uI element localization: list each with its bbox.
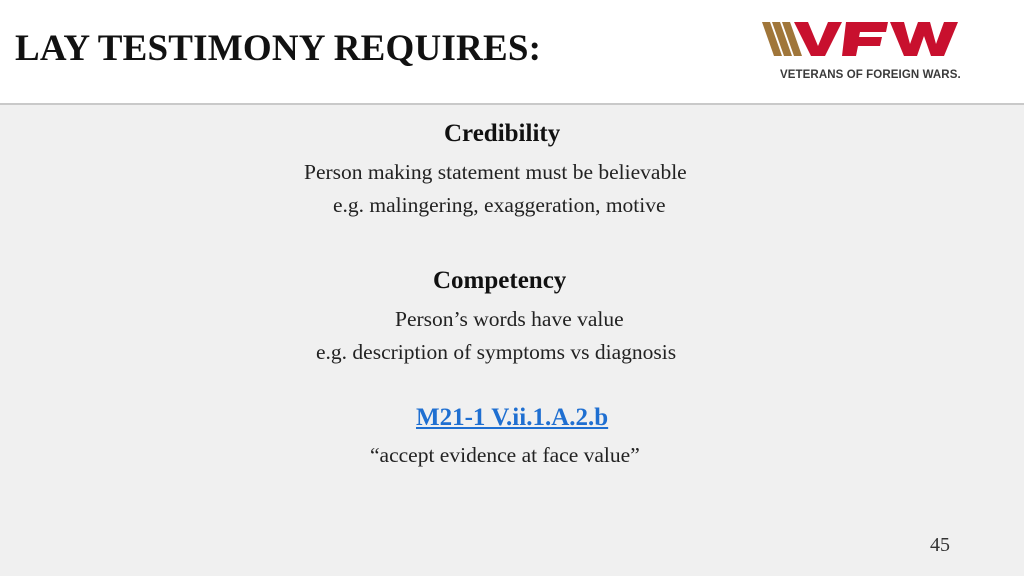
vfw-logo — [760, 18, 985, 88]
page-number: 45 — [930, 534, 950, 556]
credibility-line-1: Person making statement must be believable — [304, 160, 687, 184]
competency-line-1: Person’s words have value — [395, 307, 624, 331]
competency-line-2: e.g. description of symptoms vs diagnosis — [316, 340, 677, 364]
credibility-heading: Credibility — [444, 120, 561, 147]
slide-body — [0, 105, 1024, 576]
competency-heading: Competency — [433, 267, 567, 294]
vfw-logo-mark — [760, 18, 985, 68]
reference-quote: “accept evidence at face value” — [370, 443, 640, 467]
vfw-logo-caption: VETERANS OF FOREIGN WARS. — [780, 69, 961, 81]
credibility-line-2: e.g. malingering, exaggeration, motive — [333, 193, 666, 217]
slide-title: LAY TESTIMONY REQUIRES: — [15, 28, 542, 69]
m21-1-reference-link[interactable]: M21-1 V.ii.1.A.2.b — [416, 404, 609, 431]
slide-header — [0, 0, 1024, 105]
